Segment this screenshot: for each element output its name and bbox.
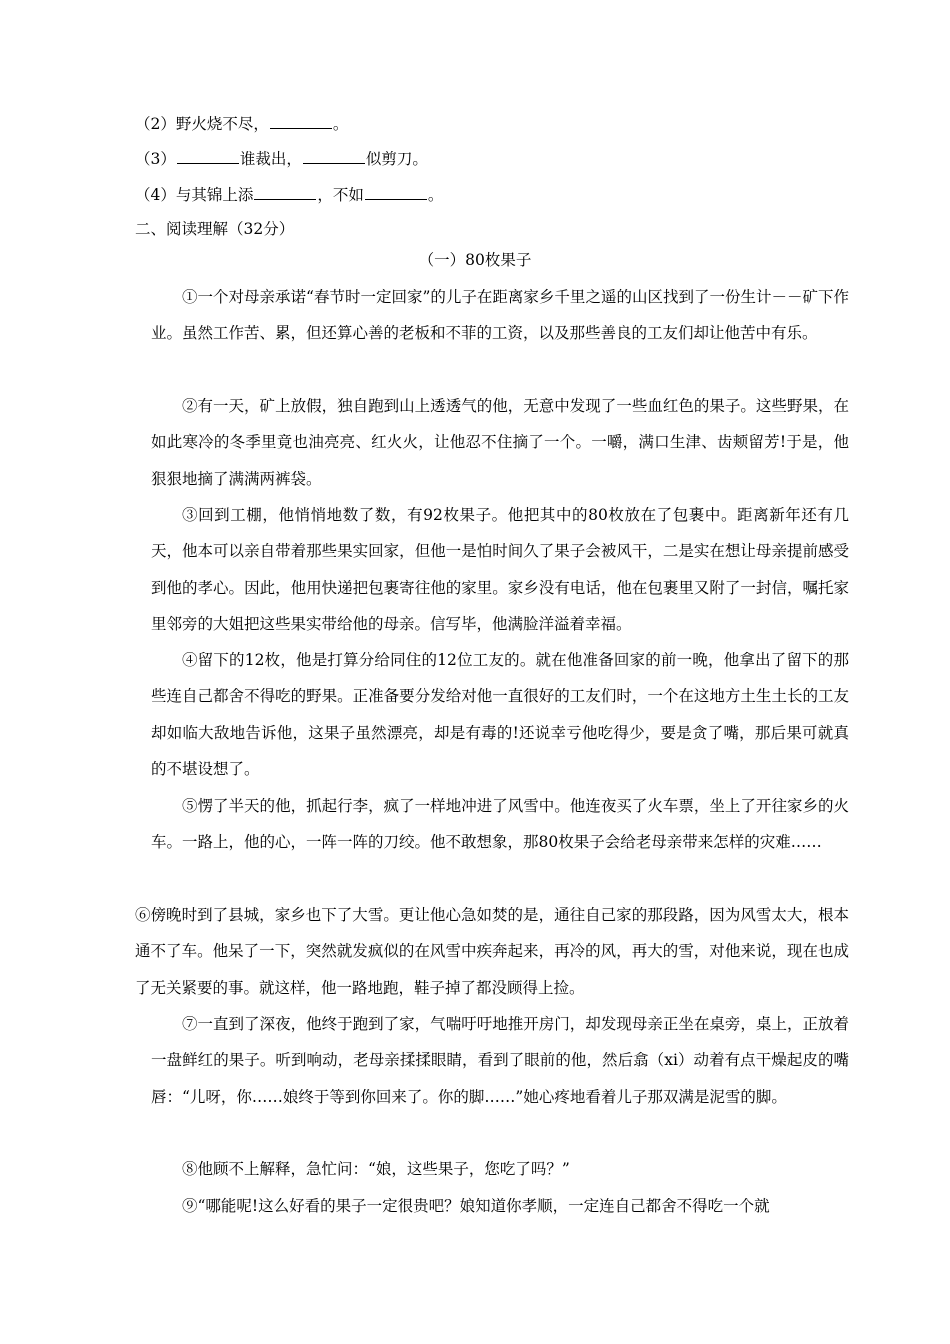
paragraph-2: ②有一天，矿上放假，独自跑到山上透透气的他，无意中发现了一些血红色的果子。这些野果，在如此寒冷的冬季里竟也油亮亮、红火火，让他忍不住摘了一个。一嚼，满口生津、齿颊留芳!于是，他狠狠地摘了满满两裤袋。	[151, 397, 849, 488]
poem-line-2-prefix: （2）野火烧不尽，	[135, 115, 269, 133]
paragraph-6: ⑥傍晚时到了县城，家乡也下了大雪。更让他心急如焚的是，通往自己家的那段路，因为风雪太大，根本通不了车。他呆了一下，突然就发疯似的在风雪中疾奔起来，再冷的风，再大的雪，对他来说，现在也成了无关紧要的事。就这样，他一路地跑，鞋子掉了都没顾得上捡。	[135, 906, 849, 997]
paragraph-7: ⑦一直到了深夜，他终于跑到了家，气喘吁吁地推开房门，却发现母亲正坐在桌旁，桌上，正放着一盘鲜红的果子。听到响动，老母亲揉揉眼睛，看到了眼前的他，然后翕（xi）动着有点干燥起皮的嘴唇：“儿呀，你……娘终于等到你回来了。你的脚……”她心疼地看着儿子那双满是泥雪的脚。	[151, 1015, 849, 1106]
poem-line-3-suffix: 似剪刀。	[365, 150, 428, 168]
poem-line-3-mid: 谁裁出，	[239, 150, 302, 168]
answer-blank[interactable]	[365, 184, 427, 200]
answer-blank[interactable]	[270, 113, 332, 129]
paragraph-4: ④留下的12枚，他是打算分给同住的12位工友的。就在他准备回家的前一晚，他拿出了留下的那些连自己都舍不得吃的野果。正准备要分发给对他一直很好的工友们时，一个在这地方土生土长的工友却如临大敌地告诉他，这果子虽然漂亮，却是有毒的!还说幸亏他吃得少，要是贪了嘴，那后果可就真的不堪设想了。	[151, 651, 849, 778]
poem-line-4-mid: ，不如	[317, 186, 364, 204]
paragraph-3: ③回到工棚，他悄悄地数了数，有92枚果子。他把其中的80枚放在了包裹中。距离新年还有几天，他本可以亲自带着那些果实回家，但他一是怕时间久了果子会被风干，二是实在想让母亲提前感受到他的孝心。因此，他用快递把包裹寄往他的家里。家乡没有电话，他在包裹里又附了一封信，嘱托家里邻旁的大姐把这些果实带给他的母亲。信写毕，他满脸洋溢着幸福。	[151, 506, 849, 633]
poem-line-4-prefix: （4）与其锦上添	[135, 186, 254, 204]
paragraph-5: ⑤愣了半天的他，抓起行李，疯了一样地冲进了风雪中。他连夜买了火车票，坐上了开往家乡的火车。一路上，他的心，一阵一阵的刀绞。他不敢想象，那80枚果子会给老母亲带来怎样的灾难……	[151, 797, 849, 852]
article-title: （一）80枚果子	[418, 251, 532, 269]
answer-blank[interactable]	[254, 184, 316, 200]
paragraph-8: ⑧他顾不上解释，急忙问：“娘，这些果子，您吃了吗？”	[182, 1160, 570, 1178]
answer-blank[interactable]	[177, 148, 239, 164]
paragraph-1: ①一个对母亲承诺“春节时一定回家”的儿子在距离家乡千里之遥的山区找到了一份生计－－矿下作业。虽然工作苦、累，但还算心善的老板和不菲的工资，以及那些善良的工友们却让他苦中有乐。	[151, 288, 849, 343]
poem-line-4-suffix: 。	[427, 186, 444, 204]
poem-line-2-suffix: 。	[332, 115, 349, 133]
answer-blank[interactable]	[303, 148, 365, 164]
poem-line-2	[135, 113, 348, 134]
poem-line-4	[135, 184, 443, 205]
paragraph-9: ⑨“哪能呢!这么好看的果子一定很贵吧？娘知道你孝顺，一定连自己都舍不得吃一个就	[182, 1197, 770, 1215]
poem-line-3-prefix: （3）	[135, 150, 176, 168]
poem-line-3	[135, 148, 428, 169]
section-heading: 二、阅读理解（32分）	[135, 220, 295, 238]
